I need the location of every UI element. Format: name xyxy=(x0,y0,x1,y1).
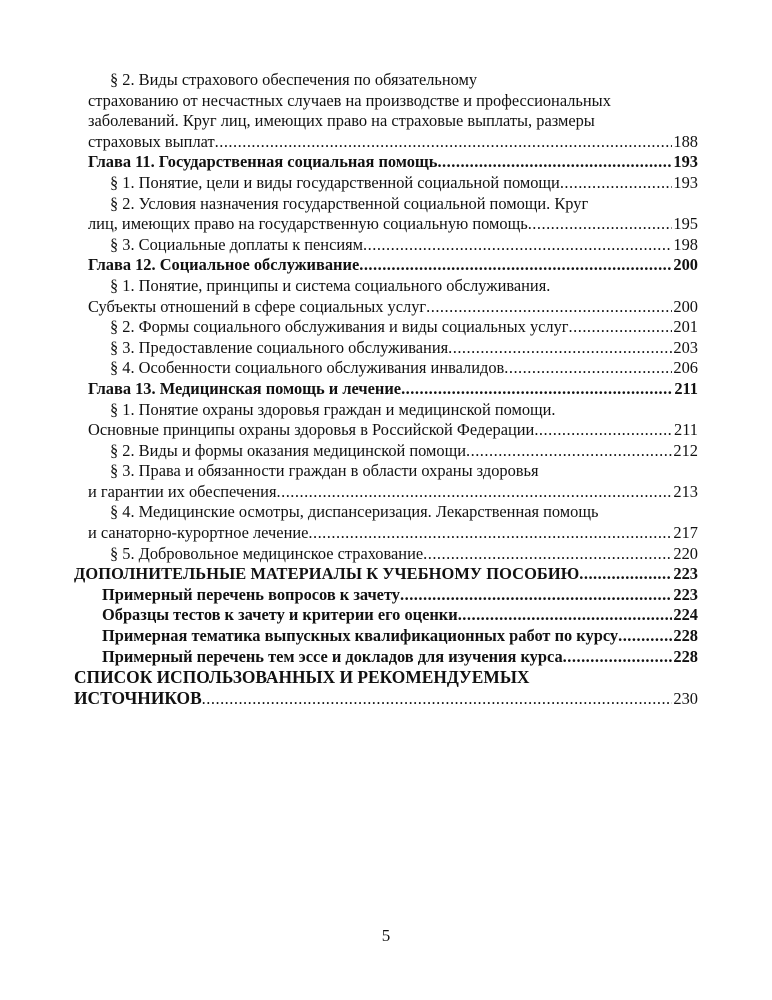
toc-entry-ch12-s1[interactable] xyxy=(88,297,698,318)
toc-entry-ch12-s3[interactable] xyxy=(88,338,698,359)
toc-entry-text: Примерный перечень тем эссе и докладов для изучения курса xyxy=(102,646,563,666)
toc-entry-ch13-s1[interactable] xyxy=(88,420,698,441)
toc-entry-extra-1[interactable] xyxy=(88,585,698,606)
dot-leader xyxy=(563,647,673,668)
toc-entry-text: Примерный перечень вопросов к зачету xyxy=(102,584,400,604)
toc-entry-ch13-s3-line1: § 3. Права и обязанности граждан в области охраны здоровья xyxy=(110,461,539,481)
toc-page-number: 200 xyxy=(673,296,698,316)
dot-leader xyxy=(277,482,673,503)
toc-entry-ch11-s2[interactable] xyxy=(88,214,698,235)
toc-page-number: 220 xyxy=(673,543,698,563)
toc-page-number: 201 xyxy=(673,317,698,337)
dot-leader xyxy=(458,605,673,626)
toc-page-number: 203 xyxy=(673,337,698,357)
dot-leader xyxy=(466,441,672,462)
toc-entry-ch13-s1-line1: § 1. Понятие охраны здоровья граждан и медицинской помощи. xyxy=(110,399,556,419)
toc-entry-text: Основные принципы охраны здоровья в Российской Федерации xyxy=(88,420,535,440)
toc-entry-text: и санаторно-курортное лечение xyxy=(88,523,309,543)
dot-leader xyxy=(426,297,672,318)
toc-entry-ch13-s4-line1: § 4. Медицинские осмотры, диспансеризация. Лекарственная помощь xyxy=(110,502,599,522)
toc-page-number: 211 xyxy=(674,378,698,398)
toc-entry-ch13-s4[interactable] xyxy=(88,523,698,544)
toc-entry-ch13-s5[interactable] xyxy=(88,544,698,565)
toc-entry-text: и гарантии их обеспечения xyxy=(88,481,277,501)
toc-page-number: 224 xyxy=(673,605,698,625)
dot-leader xyxy=(448,338,672,359)
toc-entry-ch12-s4[interactable] xyxy=(88,358,698,379)
dot-leader xyxy=(560,173,673,194)
dot-leader xyxy=(618,626,672,647)
toc-entry-extra-2[interactable] xyxy=(88,605,698,626)
toc-entry-text: Примерная тематика выпускных квалификационных работ по курсу xyxy=(102,626,619,646)
toc-page-number: 193 xyxy=(673,152,698,172)
toc-chapter-title: Глава 11. Государственная социальная помощь xyxy=(88,152,438,172)
table-of-contents xyxy=(74,70,698,708)
toc-entry-text: § 3. Социальные доплаты к пенсиям xyxy=(110,234,364,254)
toc-entry-ch11-s2-line1: § 2. Условия назначения государственной социальной помощи. Круг xyxy=(110,193,589,213)
toc-entry-ch12-s1-line1: § 1. Понятие, принципы и система социального обслуживания. xyxy=(110,275,551,295)
toc-entry-text: § 4. Особенности социального обслуживания инвалидов xyxy=(110,358,505,378)
toc-entry-text: Образцы тестов к зачету и критерии его оценки xyxy=(102,605,458,625)
toc-page-number: 212 xyxy=(673,440,698,460)
dot-leader xyxy=(363,235,672,256)
toc-sources-line1: СПИСОК ИСПОЛЬЗОВАННЫХ И РЕКОМЕНДУЕМЫХ xyxy=(74,667,530,688)
dot-leader xyxy=(308,523,672,544)
dot-leader xyxy=(579,564,672,585)
page-number: 5 xyxy=(381,926,391,945)
toc-part-title: ИСТОЧНИКОВ xyxy=(74,687,202,708)
dot-leader xyxy=(401,379,673,400)
toc-page-number: 213 xyxy=(673,481,698,501)
toc-page-number: 188 xyxy=(673,131,698,151)
toc-entry-ch10-s2-line2: страхованию от несчастных случаев на производстве и профессиональных xyxy=(88,90,611,110)
toc-page-number: 223 xyxy=(673,564,698,584)
toc-entry-text: страховых выплат xyxy=(88,131,215,151)
toc-entry-text: § 1. Понятие, цели и виды государственной социальной помощи xyxy=(110,172,560,192)
toc-chapter-12[interactable] xyxy=(88,255,698,276)
toc-chapter-11[interactable] xyxy=(88,152,698,173)
toc-page-number: 230 xyxy=(673,688,698,708)
toc-entry-text: § 2. Виды и формы оказания медицинской помощи xyxy=(110,440,467,460)
toc-entry-ch13-s3[interactable] xyxy=(88,482,698,503)
toc-entry-ch12-s2[interactable] xyxy=(88,317,698,338)
dot-leader xyxy=(202,689,673,710)
dot-leader xyxy=(215,132,673,153)
toc-chapter-title: Глава 12. Социальное обслуживание xyxy=(88,255,360,275)
toc-entry-text: § 3. Предоставление социального обслуживания xyxy=(110,337,449,357)
toc-page-number: 195 xyxy=(673,214,698,234)
toc-part-extra-materials[interactable] xyxy=(74,564,698,585)
toc-entry-extra-4[interactable] xyxy=(88,647,698,668)
dot-leader xyxy=(534,420,673,441)
dot-leader xyxy=(437,152,672,173)
toc-entry-ch10-s2-line3: заболеваний. Круг лиц, имеющих право на страховые выплаты, размеры xyxy=(88,111,595,131)
toc-sources[interactable] xyxy=(74,688,698,709)
toc-page-number: 223 xyxy=(673,584,698,604)
toc-entry-extra-3[interactable] xyxy=(88,626,698,647)
toc-entry-text: Субъекты отношений в сфере социальных услуг xyxy=(88,296,427,316)
toc-page-number: 193 xyxy=(673,172,698,192)
toc-page-number: 228 xyxy=(673,626,698,646)
toc-entry-ch13-s2[interactable] xyxy=(88,441,698,462)
toc-entry-ch11-s1[interactable] xyxy=(88,173,698,194)
toc-page-number: 211 xyxy=(674,420,698,440)
toc-page-number: 206 xyxy=(673,358,698,378)
dot-leader xyxy=(423,544,672,565)
dot-leader xyxy=(504,358,672,379)
dot-leader xyxy=(400,585,672,606)
dot-leader xyxy=(359,255,672,276)
toc-chapter-title: Глава 13. Медицинская помощь и лечение xyxy=(88,378,402,398)
toc-chapter-13[interactable] xyxy=(88,379,698,400)
toc-part-title: ДОПОЛНИТЕЛЬНЫЕ МАТЕРИАЛЫ К УЧЕБНОМУ ПОСОБИЮ xyxy=(74,564,580,584)
dot-leader xyxy=(528,214,673,235)
toc-entry-text: § 2. Формы социального обслуживания и виды социальных услуг xyxy=(110,317,569,337)
toc-entry-ch11-s3[interactable] xyxy=(88,235,698,256)
toc-entry-ch10-s2[interactable] xyxy=(88,132,698,153)
toc-entry-text: § 5. Добровольное медицинское страхование xyxy=(110,543,424,563)
toc-entry-text: лиц, имеющих право на государственную социальную помощь xyxy=(88,214,528,234)
toc-page-number: 217 xyxy=(673,523,698,543)
dot-leader xyxy=(569,317,673,338)
toc-entry-ch10-s2-line1: § 2. Виды страхового обеспечения по обязательному xyxy=(110,70,478,89)
toc-page-number: 198 xyxy=(673,234,698,254)
toc-page-number: 200 xyxy=(673,255,698,275)
toc-page-number: 228 xyxy=(673,646,698,666)
